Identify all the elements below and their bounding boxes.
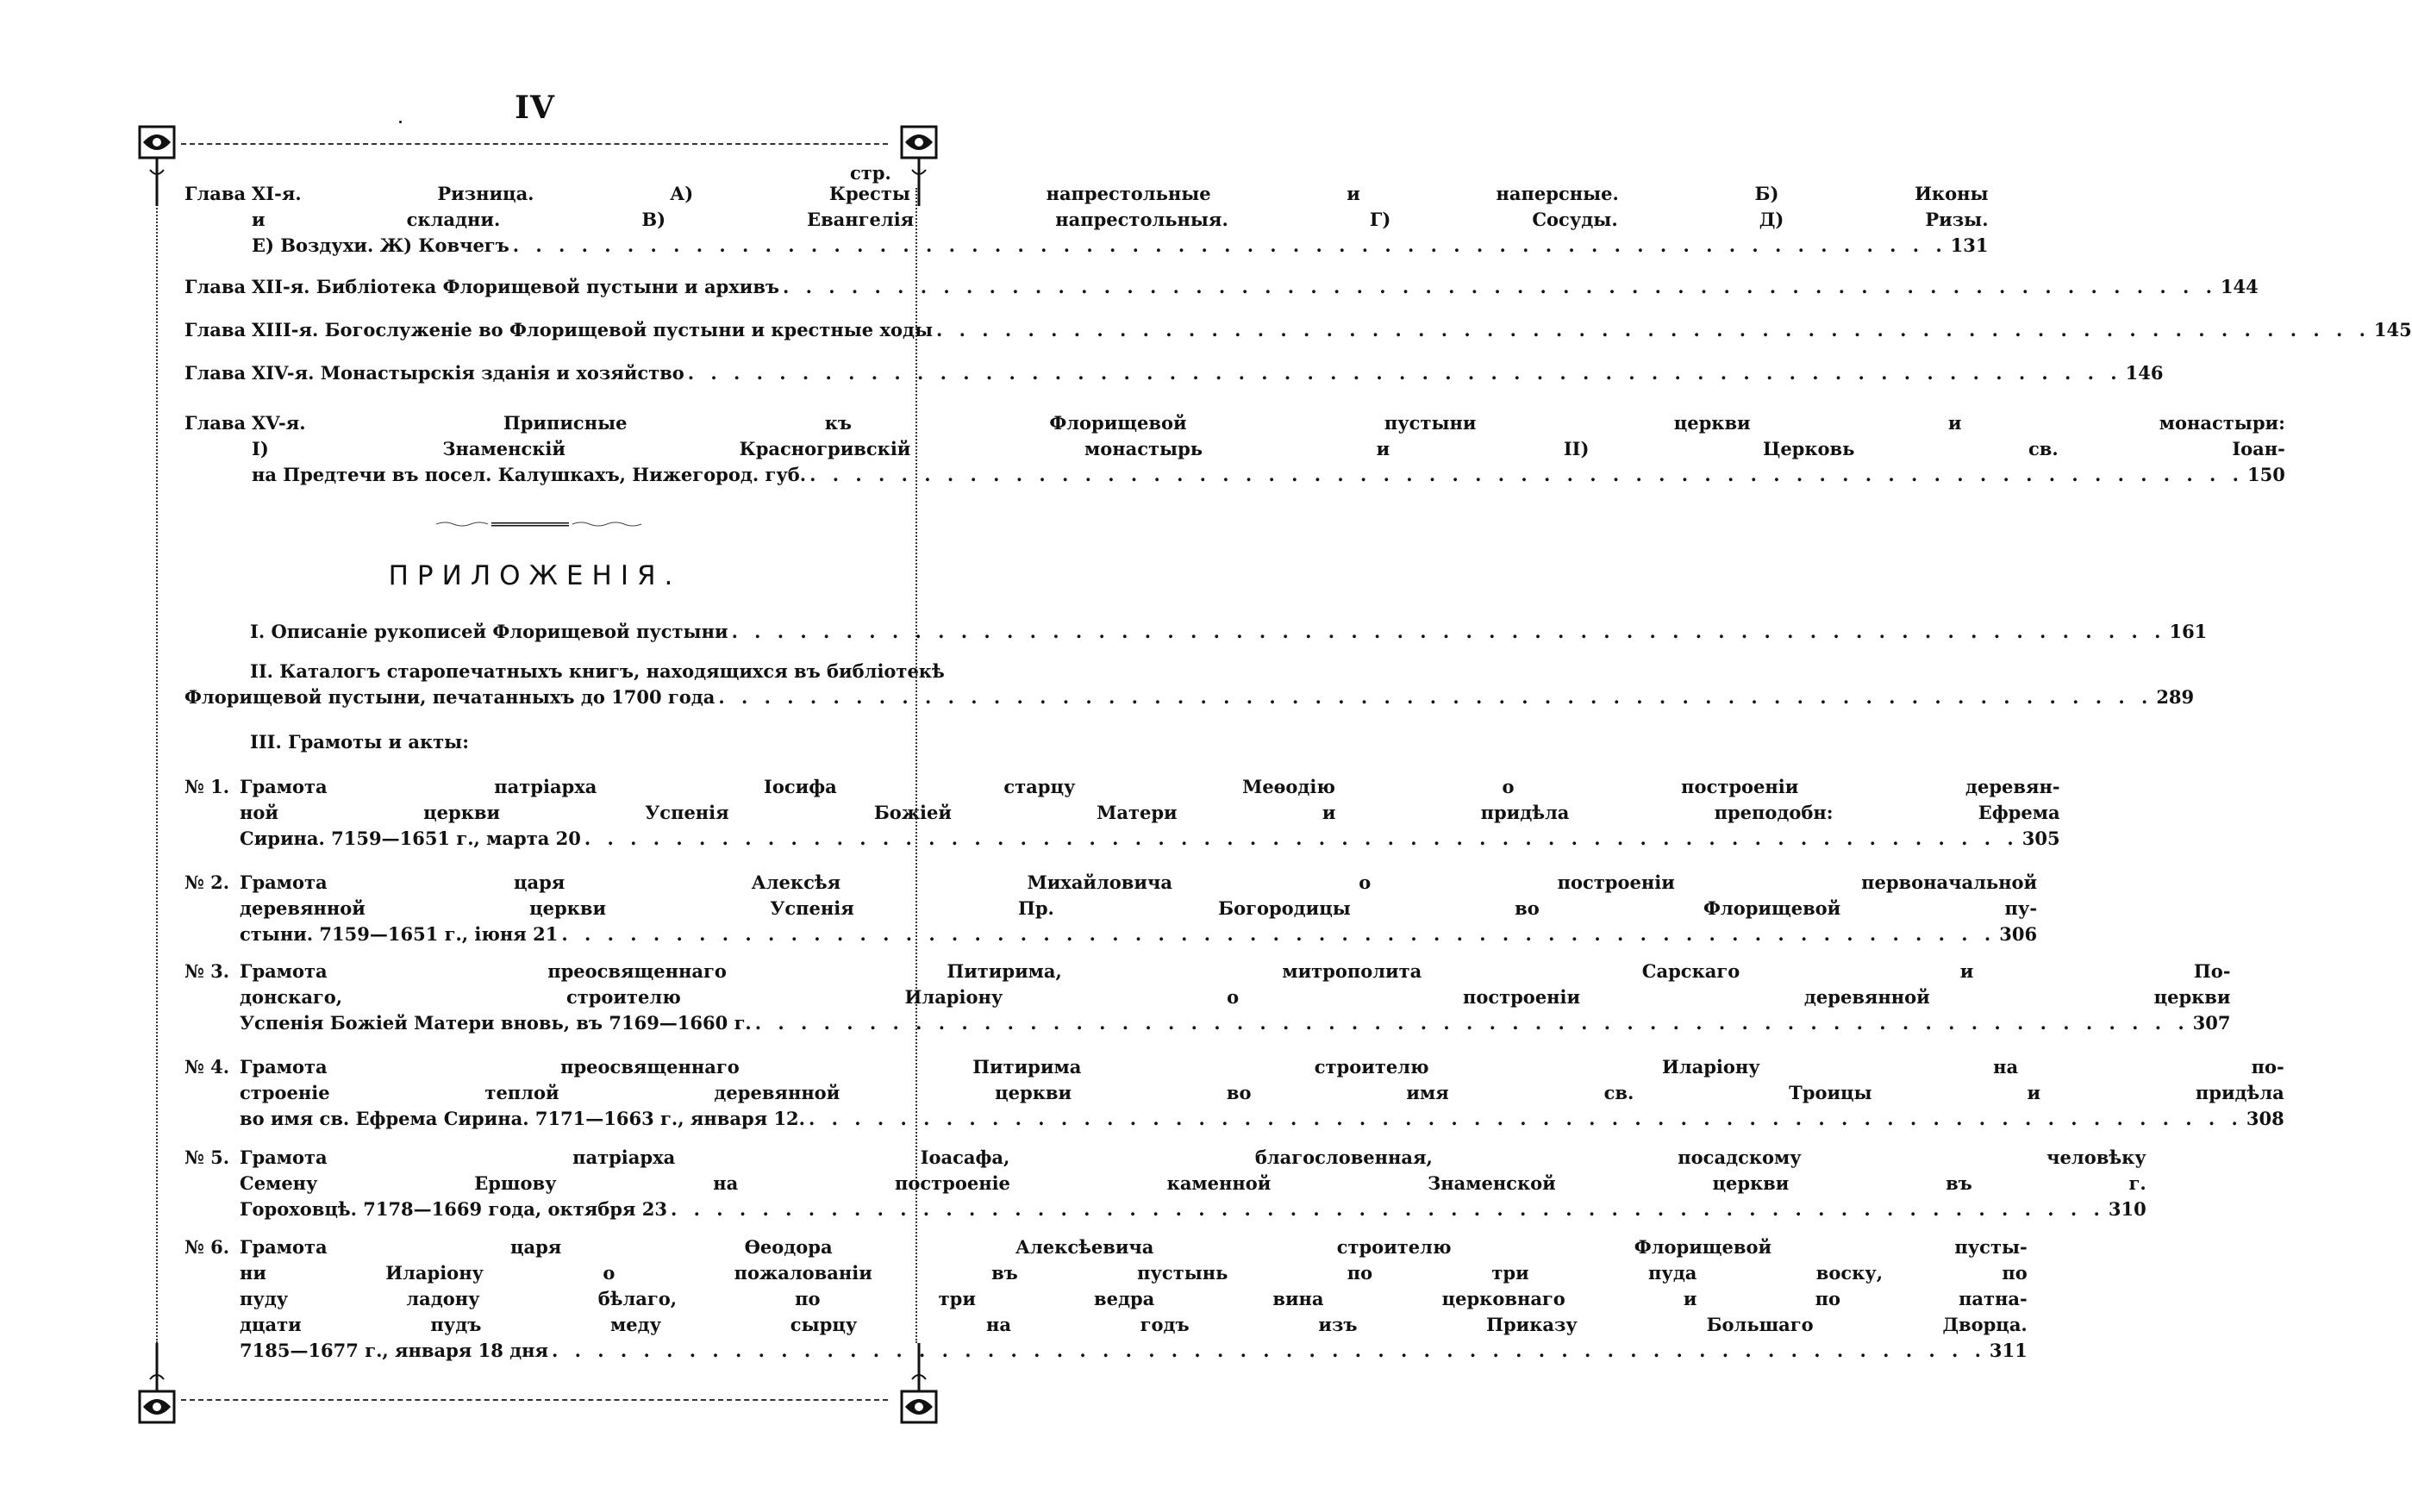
toc-entry-chapter-14	[184, 360, 2164, 386]
document-number: № 5.	[184, 1146, 230, 1168]
page-ref: 145	[2373, 319, 2412, 341]
frame-left-line	[156, 188, 158, 1343]
entry-line-last: XII-я. Библіотека Флорищевой пустыни и архивъ . . . 144	[252, 274, 2259, 300]
entry-line: Семену Ершову на построеніе каменной Знаменской церкви въ г.	[240, 1172, 2146, 1194]
document-number: № 3.	[184, 960, 230, 982]
section-divider	[436, 520, 647, 528]
chapter-label: Глава	[184, 362, 247, 384]
entry-line: Грамота преосвященнаго Питирима, митрополита Сарскаго и По-	[240, 960, 2231, 982]
document-number: № 6.	[184, 1236, 230, 1258]
entry-line: и складни. В) Евангелія напрестольныя. Г) Сосуды. Д) Ризы.	[252, 209, 1989, 230]
page-ref: 150	[2247, 464, 2285, 485]
page-ref: 307	[2192, 1012, 2231, 1034]
document-entry-6	[184, 1234, 2028, 1364]
appendix-item-3	[184, 729, 884, 755]
appendix-item-1	[184, 619, 2208, 645]
entry-line: Грамота патріарха Іосифа старцу Меѳодію о построеніи деревян-	[240, 776, 2060, 797]
entry-line-last: во имя св. Ефрема Сирина. 7171—1663 г., января 12. . . . 308	[240, 1106, 2284, 1132]
entry-line: Грамота патріарха Іоасафа, благословенная, посадскому человѣку	[240, 1146, 2146, 1168]
entry-line-last: Е) Воздухи. Ж) Ковчегъ . . . 131	[252, 233, 1989, 259]
entry-line: Грамота преосвященнаго Питирима строителю Иларіону на по-	[240, 1056, 2284, 1078]
toc-entry-chapter-12	[184, 274, 2259, 300]
entry-line-last: Гороховцѣ. 7178—1669 года, октября 23 . . . 310	[240, 1196, 2146, 1222]
entry-line-last: на Предтечи въ посел. Калушкахъ, Нижегород. губ. . . . 150	[252, 462, 2285, 488]
appendix-item-2	[184, 659, 2195, 710]
toc-entry-chapter-13	[184, 317, 2412, 343]
document-number: № 4.	[184, 1056, 230, 1078]
chapter-label: Глава	[184, 412, 247, 434]
chapter-label: Глава	[184, 276, 247, 297]
frame-bottom-line	[181, 1399, 888, 1401]
frame-top-line	[181, 143, 888, 145]
entry-line: дцати пудъ меду сырцу на годъ изъ Приказу Большаго Дворца.	[240, 1314, 2028, 1335]
page-ref: 146	[2125, 362, 2164, 384]
entry-line-last: Сирина. 7159—1651 г., марта 20 . . . 305	[240, 826, 2060, 852]
document-entry-2	[184, 870, 2038, 947]
stray-dot	[399, 121, 402, 123]
entry-line-last: I. Описаніе рукописей Флорищевой пустыни . . . 161	[250, 619, 884, 645]
entry-line: ной церкви Успенія Божіей Матери и придѣла преподобн: Ефрема	[240, 802, 2060, 823]
page-ref: 311	[1989, 1340, 2028, 1361]
page-ref: 308	[2246, 1108, 2284, 1129]
entry-line: II. Каталогъ старопечатныхъ книгъ, находящихся въ библіотекѣ	[250, 660, 945, 682]
document-entry-3	[184, 959, 2231, 1036]
entry-line: I) Знаменскій Красногривскій монастырь и II) Церковь св. Іоан-	[252, 438, 2285, 459]
entry-line: донскаго, строителю Иларіону о построеніи деревянной церкви	[240, 986, 2231, 1008]
entry-line: Грамота царя Алексѣя Михайловича о построеніи первоначальной	[240, 872, 2038, 893]
toc-entry-chapter-15	[184, 410, 2285, 488]
page-ref: 144	[2220, 276, 2259, 297]
entry-line: XV-я. Приписные къ Флорищевой пустыни церкви и монастыри:	[252, 412, 2285, 434]
entry-line-last: XIII-я. Богослуженіе во Флорищевой пустыни и крестные ходы . . . 145	[252, 317, 2412, 343]
ornament-bottom-left-icon	[138, 1341, 179, 1424]
entry-line-last: Успенія Божіей Матери вновь, въ 7169—1660 г. . . . 307	[240, 1010, 2230, 1036]
entry-line: строеніе теплой деревянной церкви во имя св. Троицы и придѣла	[240, 1082, 2284, 1103]
entry-line: XI-я. Ризница. А) Кресты напрестольные и наперсные. Б) Иконы	[252, 183, 1989, 204]
chapter-label: Глава	[184, 319, 247, 341]
appendix-title: ПРИЛОЖЕНІЯ.	[388, 560, 682, 591]
page-ref: 131	[1950, 234, 1989, 256]
chapter-label: Глава	[184, 183, 247, 204]
column-label-page: стр.	[850, 162, 891, 184]
page-number: IV	[515, 90, 555, 126]
page-ref: 306	[1999, 923, 2038, 945]
page-ref: 305	[2021, 828, 2060, 849]
page-ref: 289	[2156, 686, 2195, 708]
entry-line: Грамота царя Ѳеодора Алексѣевича строителю Флорищевой пусты-	[240, 1236, 2028, 1258]
toc-entry-chapter-11	[184, 181, 1989, 259]
entry-line-last: стыни. 7159—1651 г., іюня 21 . . . 306	[240, 922, 2037, 947]
document-entry-1	[184, 774, 2060, 852]
document-entry-4	[184, 1054, 2284, 1132]
entry-line: деревянной церкви Успенія Пр. Богородицы во Флорищевой пу-	[240, 897, 2038, 919]
entry-line: III. Грамоты и акты:	[250, 731, 469, 753]
entry-line: пуду ладону бѣлаго, по три ведра вина церковнаго и по патна-	[240, 1288, 2028, 1309]
entry-line-last: XIV-я. Монастырскія зданія и хозяйство . . . 146	[252, 360, 2163, 386]
page-ref: 310	[2108, 1198, 2146, 1220]
document-number: № 2.	[184, 872, 230, 893]
document-entry-5	[184, 1145, 2146, 1222]
entry-line: ни Иларіону о пожалованіи въ пустынь по три пуда воску, по	[240, 1262, 2028, 1284]
entry-line-last: Флорищевой пустыни, печатанныхъ до 1700 года . . . 289	[184, 684, 884, 710]
ornament-top-left-icon	[138, 125, 179, 208]
page-ref: 161	[2169, 621, 2208, 642]
document-number: № 1.	[184, 776, 230, 797]
entry-line-last: 7185—1677 г., января 18 дня . . . 311	[240, 1338, 2028, 1364]
